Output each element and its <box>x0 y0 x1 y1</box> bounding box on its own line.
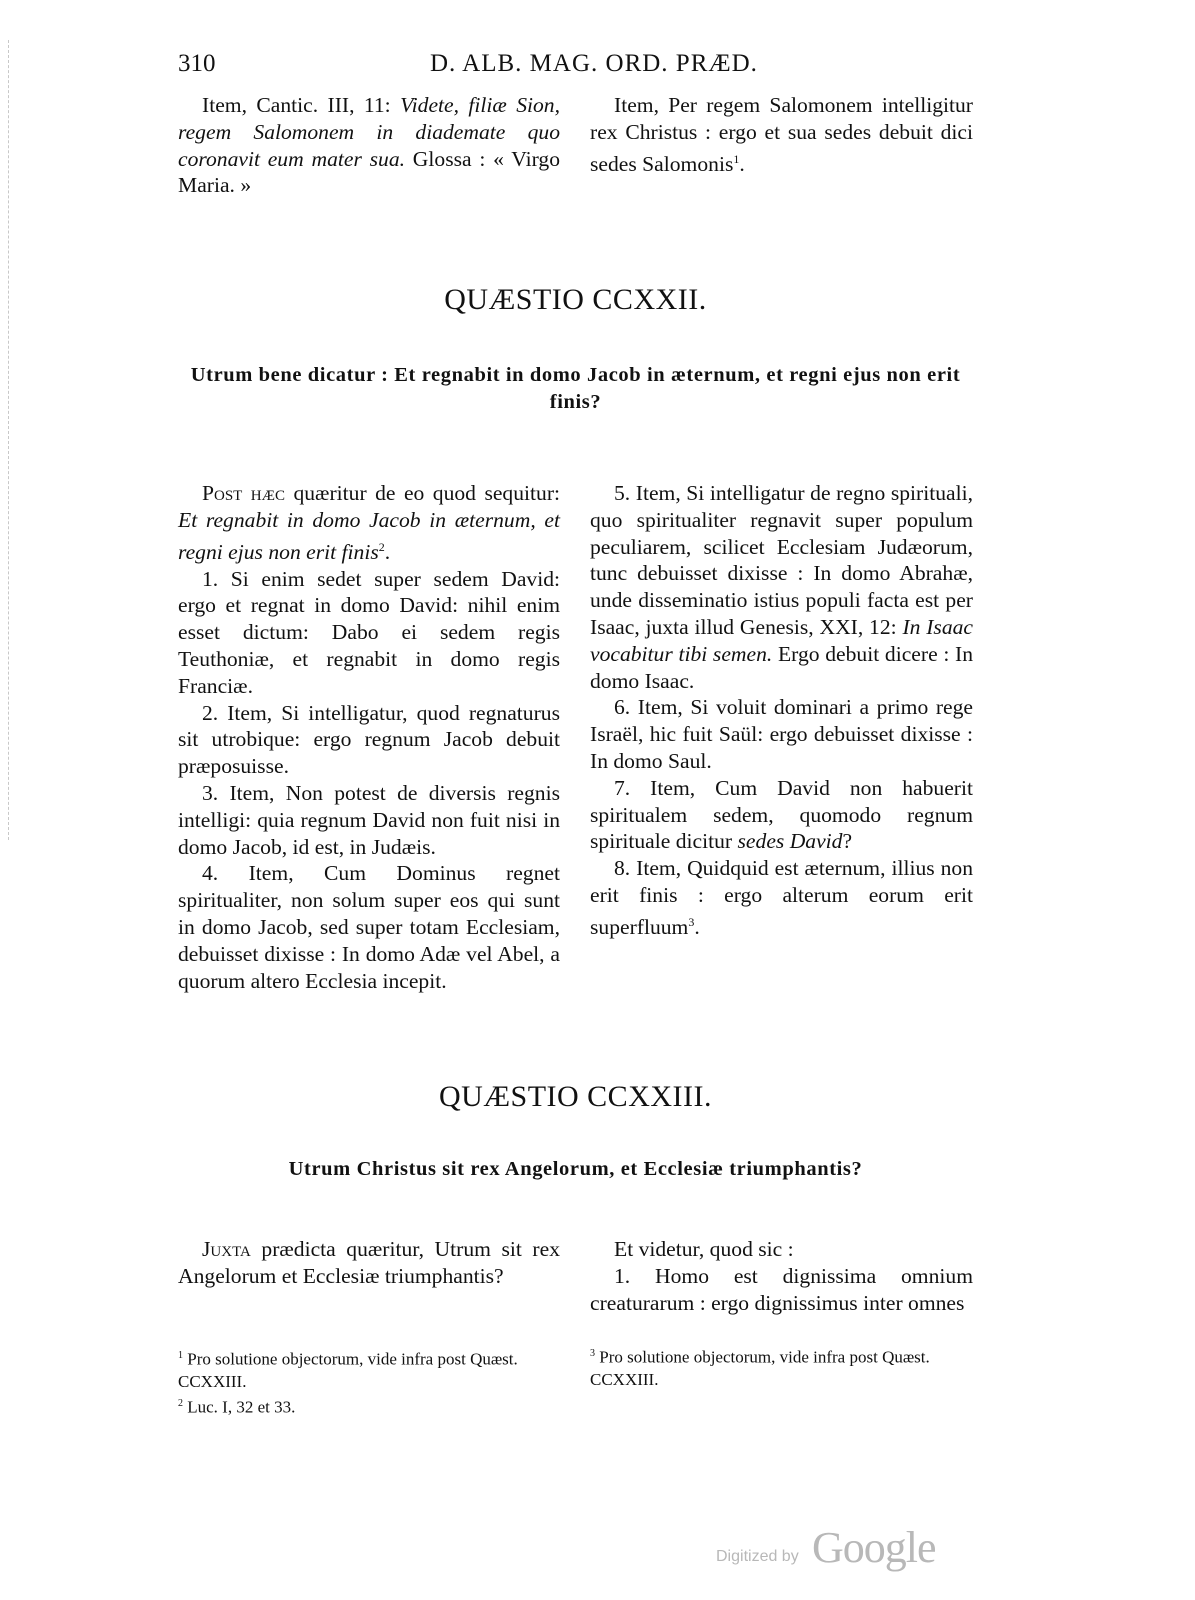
q222-argument-5: 5. Item, Si intelligatur de regno spirituali, quo spiritualiter regnavit super populum peculiarem, scilicet Ecclesiam Judæorum, tunc debuisset dixisse : In domo Abrahæ, unde disseminatio istius populi facta est per Isaac, juxta illud Genesis, XXI, 12: In Isaac vocabitur tibi semen. Ergo debuit dicere : In domo Isaac. <box>590 481 974 693</box>
footnote-ref-1: 1 <box>733 151 740 166</box>
top-left-column <box>178 92 560 199</box>
q222-argument-3: 3. Item, Non potest de diversis regnis intelligi: quia regnum David non fuit nisi in domo Jacob, id est, in Judæis. <box>178 780 560 859</box>
footnote-ref-3: 3 <box>688 914 695 929</box>
scan-edge <box>8 40 10 840</box>
q222-right-column <box>590 480 973 941</box>
question-223-title: QUÆSTIO CCXXIII. <box>439 1080 712 1113</box>
question-222-title: QUÆSTIO CCXXII. <box>444 283 707 316</box>
q222-left-column <box>178 480 560 994</box>
q223-argument-1: 1. Homo est dignissima omnium creaturarum : ergo dignissimus inter omnes <box>590 1263 973 1315</box>
q223-left-column <box>178 1236 560 1290</box>
footnote-2: $^2$ Luc. I, 32 et 33. <box>178 1397 296 1417</box>
q222-argument-1: 1. Si enim sedet super sedem David: ergo et regnat in domo David: nihil enim esset dictum: Dabo ei sedem regis Teuthoniæ, et regnabit in domo regis Franciæ. <box>178 566 560 698</box>
watermark-prefix: Digitized by <box>716 1548 799 1565</box>
q222-argument-6: 6. Item, Si voluit dominari a primo rege Israël, hic fuit Saül: ergo debuisset dixisse : In domo Saul. <box>590 695 973 773</box>
q222-argument-2: 2. Item, Si intelligatur, quod regnaturus sit utrobique: ergo regnum Jacob debuit præposuisse. <box>178 700 560 779</box>
watermark-brand: Google <box>812 1523 936 1572</box>
q223-right-column <box>590 1236 973 1316</box>
footnote-ref-2: 2 <box>378 539 385 554</box>
q222-argument-7: 7. Item, Cum David non habuerit spiritualem sedem, quomodo regnum spirituale dicitur sedes David? <box>590 775 973 854</box>
google-watermark <box>716 1522 956 1572</box>
running-title: D. ALB. MAG. ORD. PRÆD. <box>430 50 758 77</box>
question-222-subtitle: Utrum bene dicatur : Et regnabit in domo Jacob in æternum, et regni ejus non erit finis? <box>190 364 961 413</box>
top-left-paragraph: Item, Cantic. III, 11: Videte, filiæ Sion, regem Salomonem in diademate quo coronavit eum mater sua. Glossa : « Virgo Maria. » <box>178 93 560 198</box>
q222-argument-4: 4. Item, Cum Dominus regnet spiritualiter, non solum super eos qui sunt in domo Jacob, sed super totam Ecclesiam, debuisset dixisse : In domo Adæ vel Abel, a quorum altero Ecclesia incepit. <box>178 861 560 993</box>
top-right-column <box>590 92 973 178</box>
q222-intro: Post hæc quæritur de eo quod sequitur: Et regnabit in domo Jacob in æternum, et regni ejus non erit finis$^2$. <box>178 481 561 564</box>
page-number: 310 <box>178 50 216 77</box>
q223-intro: Juxta prædicta quæritur, Utrum sit rex Angelorum et Ecclesiæ triumphantis? <box>178 1237 560 1288</box>
footnote-3: $^3$ Pro solutione objectorum, vide infra post Quæst. CCXXIII. <box>590 1347 930 1389</box>
q222-argument-8: 8. Item, Quidquid est æternum, illius non erit finis : ergo alterum eorum erit superfluum$^3$. <box>590 856 973 939</box>
top-right-paragraph: Item, Per regem Salomonem intelligitur rex Christus : ergo et sua sedes debuit dici sedes Salomonis$^1$. <box>590 93 973 176</box>
running-head <box>178 50 978 86</box>
footnotes-left <box>178 1345 560 1418</box>
q223-statement: Et videtur, quod sic : <box>614 1237 794 1261</box>
footnote-1: $^1$ Pro solutione objectorum, vide infra post Quæst. CCXXIII. <box>178 1349 518 1391</box>
footnotes-right <box>590 1343 973 1391</box>
question-223-subtitle: Utrum Christus sit rex Angelorum, et Ecclesiæ triumphantis? <box>288 1158 863 1180</box>
